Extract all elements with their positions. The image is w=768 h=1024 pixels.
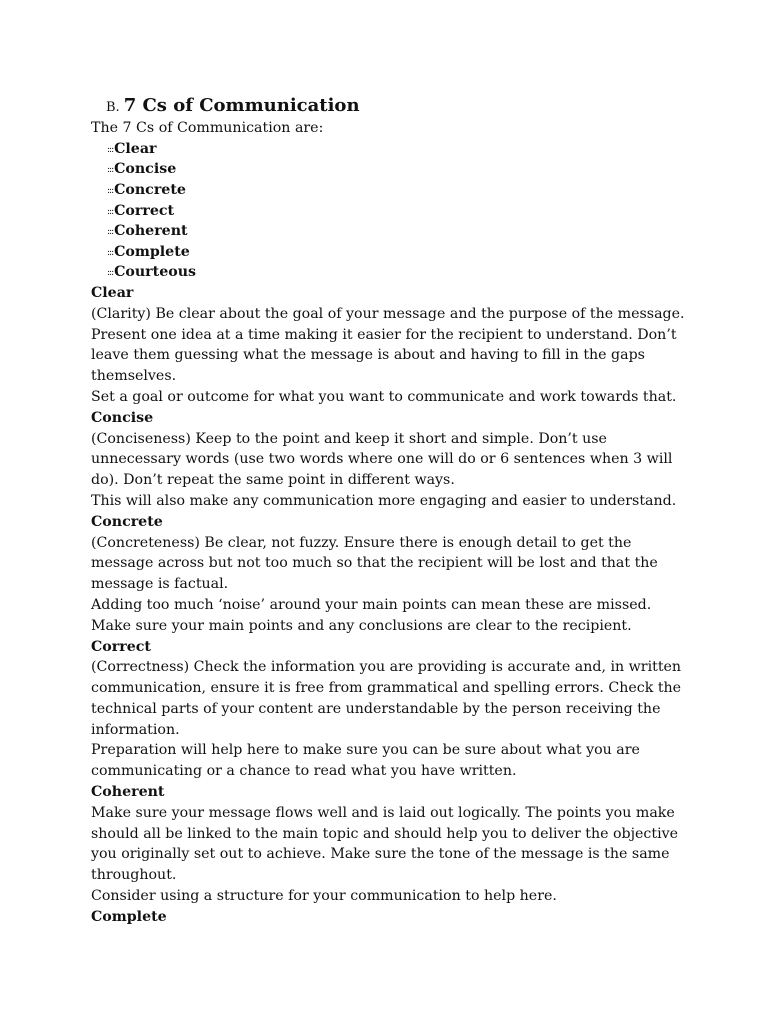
paragraph-line: you originally set out to achieve. Make sure the tone of the message is the same	[91, 846, 670, 863]
section-title-concrete: Concrete	[91, 513, 163, 530]
bullet-icon: :::	[107, 227, 114, 238]
paragraph-line: Set a goal or outcome for what you want to communicate and work towards that.	[91, 388, 677, 405]
bullet-icon: :::	[107, 247, 114, 258]
section-heading	[106, 94, 691, 118]
section-title-coherent: Coherent	[91, 784, 165, 801]
paragraph-line: technical parts of your content are understandable by the person receiving the	[91, 700, 661, 717]
paragraph-line: (Concreteness) Be clear, not fuzzy. Ensure there is enough detail to get the	[91, 534, 632, 551]
list-item: :::Correct	[107, 202, 175, 219]
paragraph-line: themselves.	[91, 368, 177, 385]
bullet-icon: :::	[107, 268, 114, 279]
bullet-icon: :::	[107, 206, 114, 217]
paragraph-line: unnecessary words (use two words where one will do or 6 sentences when 3 will	[91, 451, 673, 468]
list-item: :::Clear	[107, 140, 157, 157]
paragraph-line: message is factual.	[91, 576, 229, 593]
paragraph-line: message across but not too much so that the recipient will be lost and that the	[91, 555, 658, 572]
bullet-icon: :::	[107, 144, 114, 155]
paragraph-line: (Correctness) Check the information you are providing is accurate and, in written	[91, 659, 682, 676]
paragraph-line: Make sure your message flows well and is laid out logically. The points you make	[91, 804, 675, 821]
paragraph-line: Preparation will help here to make sure you can be sure about what you are	[91, 742, 640, 759]
paragraph-line: communicating or a chance to read what you have written.	[91, 763, 517, 780]
paragraph-line: (Clarity) Be clear about the goal of your message and the purpose of the message.	[91, 305, 685, 322]
list-item: :::Coherent	[107, 223, 188, 240]
list-item: :::Concrete	[107, 181, 186, 198]
paragraph-line: communication, ensure it is free from grammatical and spelling errors. Check the	[91, 680, 682, 697]
paragraph-line: Present one idea at a time making it easier for the recipient to understand. Don’t	[91, 326, 677, 343]
list-item: :::Complete	[107, 243, 190, 260]
section-title-concise: Concise	[91, 409, 154, 426]
list-item: :::Concise	[107, 161, 177, 178]
paragraph-line: should all be linked to the main topic and should help you to deliver the objective	[91, 825, 679, 842]
bullet-icon: :::	[107, 165, 114, 176]
paragraph-line: Consider using a structure for your communication to help here.	[91, 888, 557, 905]
cs-list	[91, 139, 691, 283]
paragraph-line: (Conciseness) Keep to the point and keep it short and simple. Don’t use	[91, 430, 607, 447]
paragraph-line: information.	[91, 721, 180, 738]
heading-prefix: B.	[106, 100, 120, 115]
paragraph-line: Make sure your main points and any conclusions are clear to the recipient.	[91, 617, 632, 634]
section-title-clear: Clear	[91, 284, 134, 301]
paragraph-line: do). Don’t repeat the same point in different ways.	[91, 472, 455, 489]
section-title-complete: Complete	[91, 908, 167, 925]
paragraph-line: This will also make any communication more engaging and easier to understand.	[91, 492, 677, 509]
intro-text: The 7 Cs of Communication are:	[91, 120, 324, 136]
list-item: :::Courteous	[107, 264, 196, 281]
paragraph-line: throughout.	[91, 867, 177, 884]
section-title-correct: Correct	[91, 638, 151, 655]
heading-title: 7 Cs of Communication	[123, 95, 360, 116]
document-page	[91, 94, 691, 928]
paragraph-line: Adding too much ‘noise’ around your main points can mean these are missed.	[91, 596, 652, 613]
paragraph-line: leave them guessing what the message is about and having to fill in the gaps	[91, 347, 645, 364]
bullet-icon: :::	[107, 185, 114, 196]
